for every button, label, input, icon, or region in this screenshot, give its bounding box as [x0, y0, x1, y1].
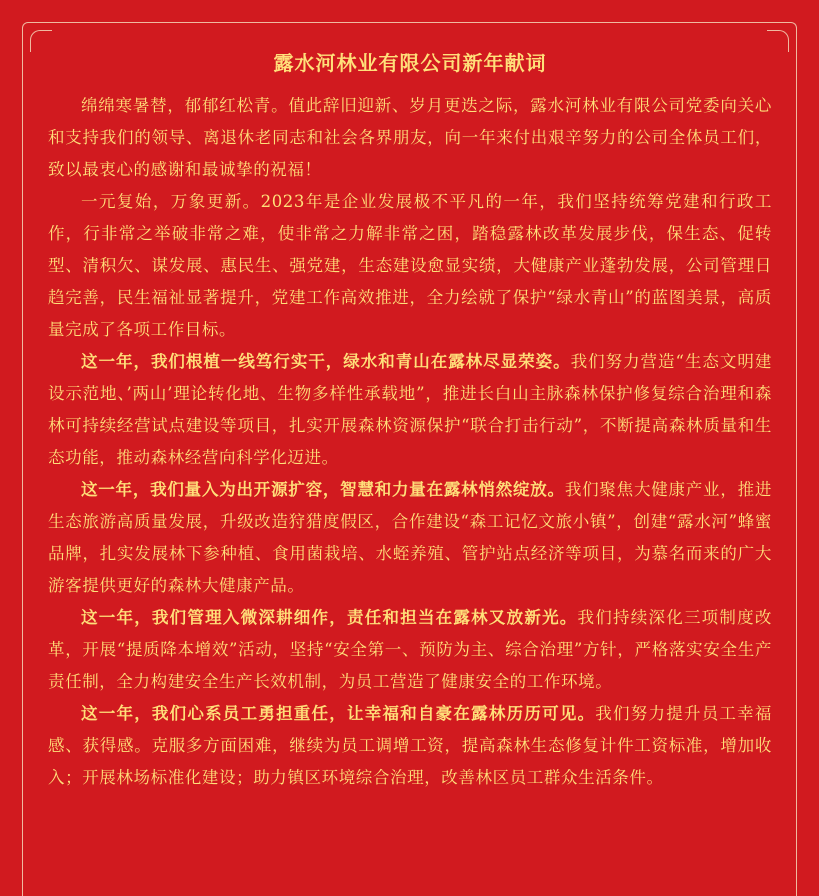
paragraph-text: 绵绵寒暑替，郁郁红松青。值此辞旧迎新、岁月更迭之际，露水河林业有限公司党委向关心和支持我们的领导、离退休老同志和社会各界朋友，向一年来付出艰辛努力的公司全体员工们，致以最衷心的感谢和最诚挚的祝福！	[48, 96, 772, 179]
paragraph-text: 我们持续深化三项制度改革，开展“提质降本增效”活动，坚持“安全第一、预防为主、综合治理”方针，严格落实安全生产责任制，全力构建安全生产长效机制，为员工营造了健康安全的工作环境。	[48, 608, 772, 691]
paragraph-lead: 这一年，我们量入为出开源扩容，智慧和力量在露林悄然绽放。	[81, 480, 565, 499]
paragraph-2	[48, 186, 772, 346]
paragraph-lead: 这一年，我们心系员工勇担重任，让幸福和自豪在露林历历可见。	[81, 704, 596, 723]
paragraph-lead: 这一年，我们根植一线笃行实干，绿水和青山在露林尽显荣姿。	[81, 352, 571, 371]
article-title: 露水河林业有限公司新年献词	[273, 51, 547, 75]
article-body	[48, 46, 772, 794]
paragraph-6	[48, 698, 772, 794]
paragraph-lead: 这一年，我们管理入微深耕细作，责任和担当在露林又放新光。	[81, 608, 578, 627]
paragraph-text: 我们努力提升员工幸福感、获得感。克服多方面困难，继续为员工调增工资，提高森林生态修复计件工资标准，增加收入；开展林场标准化建设；助力镇区环境综合治理，改善林区员工群众生活条件。	[48, 704, 773, 787]
paragraph-text: 我们聚焦大健康产业，推进生态旅游高质量发展，升级改造狩猎度假区，合作建设“森工记忆文旅小镇”，创建“露水河”蜂蜜品牌，扎实发展林下参种植、食用菌栽培、水蛭养殖、管护站点经济等项目，为慕名而来的广大游客提供更好的森林大健康产品。	[48, 480, 772, 595]
paragraph-4	[48, 474, 772, 602]
paragraph-1	[48, 90, 772, 186]
paragraph-5	[48, 602, 772, 698]
paragraph-text: 一元复始，万象更新。2023年是企业发展极不平凡的一年，我们坚持统筹党建和行政工作，行非常之举破非常之难，使非常之力解非常之困，踏稳露林改革发展步伐，保生态、促转型、清积欠、谋发展、惠民生、强党建，生态建设愈显实绩，大健康产业蓬勃发展，公司管理日趋完善，民生福祉显著提升，党建工作高效推进，全力绘就了保护“绿水青山”的蓝图美景，高质量完成了各项工作目标。	[48, 192, 772, 339]
paragraph-text: 我们努力营造“生态文明建设示范地、’两山’理论转化地、生物多样性承载地”，推进长白山主脉森林保护修复综合治理和森林可持续经营试点建设等项目，扎实开展森林资源保护“联合打击行动”，不断提高森林质量和生态功能，推动森林经营向科学化迈进。	[48, 352, 772, 467]
paragraph-3	[48, 346, 772, 474]
